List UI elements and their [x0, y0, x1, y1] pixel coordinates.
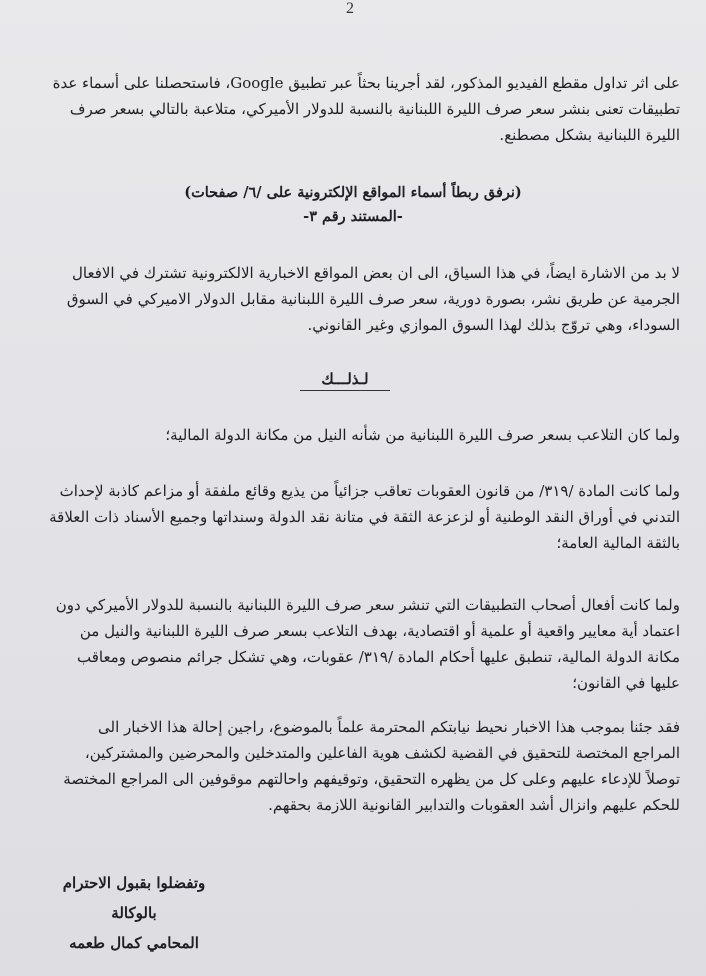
- attachment-note: (نرفق ربطاً أسماء المواقع الإلكترونية على /٦/ صفحات): [184, 184, 522, 201]
- text-line: للحكم عليهم وانزال أشد العقوبات والتدابير القانونية اللازمة بحقهم.: [268, 796, 680, 814]
- text-line: لا بد من الاشارة ايضاً، في هذا السياق، الى ان بعض المواقع الاخبارية الالكترونية تشترك في الافعال: [72, 264, 680, 282]
- text-line: ولما كان التلاعب بسعر صرف الليرة اللبنانية من شأنه النيل من مكانة الدولة المالية؛: [165, 426, 680, 444]
- paragraph-article-319: [18, 478, 680, 556]
- page-number: 2: [346, 0, 354, 17]
- text-line: اعتماد أية معايير واقعية أو علمية أو اقتصادية، بهدف التلاعب بسعر صرف الليرة اللبنانية والنيل من: [79, 622, 680, 640]
- text-line: الليرة اللبنانية بشكل مصطنع.: [499, 126, 680, 144]
- by-proxy-line: بالوكالة: [111, 904, 157, 922]
- text-line: بالثقة المالية العامة؛: [556, 534, 680, 552]
- paragraph-request: [18, 714, 680, 818]
- paragraph-news-sites: [18, 260, 680, 338]
- section-heading: لـذلـــك: [300, 368, 390, 391]
- document-reference: -المستند رقم ٣-: [303, 208, 403, 225]
- paragraph-manipulation: [18, 422, 680, 448]
- text-line: ولما كانت أفعال أصحاب التطبيقات التي تنشر سعر صرف الليرة اللبنانية بالنسبة للدولار الأميركي دون: [55, 596, 680, 614]
- text-line: على اثر تداول مقطع الفيديو المذكور، لقد أجرينا بحثاً عبر تطبيق Google، فاستحصلنا على أسماء عدة: [52, 74, 680, 92]
- text-line: توصلاً للإدعاء عليهم وعلى كل من يظهره التحقيق، وتوقيفهم واحالتهم موقوفين الى المراجع المختصة: [63, 770, 680, 788]
- text-line: مكانة الدولة المالية، تنطبق عليها أحكام المادة /٣١٩/ عقوبات، وهي تشكل جرائم منصوص ومعاقب: [76, 648, 680, 666]
- text-line: فقد جئنا بموجب هذا الاخبار نحيط نيابتكم المحترمة علماً بالموضوع، راجين إحالة هذا الاخبار الى: [98, 718, 680, 736]
- text-line: الجرمية عن طريق نشر، بصورة دورية، سعر صرف الليرة اللبنانية مقابل الدولار الاميركي في السوق: [66, 290, 680, 308]
- signatory-name: المحامي كمال طعمه: [69, 934, 199, 952]
- closing-line: وتفضلوا بقبول الاحترام: [62, 874, 206, 892]
- text-line: ولما كانت المادة /٣١٩/ من قانون العقوبات تعاقب جزائياً من يذيع وقائع ملفقة أو مزاعم كاذبة لإحداث: [59, 482, 680, 500]
- text-line: المراجع المختصة للتحقيق في القضية لكشف هوية الفاعلين والمتدخلين والمحرضين والمشتركين،: [84, 744, 680, 762]
- text-line: السوداء، وهي تروّج بذلك لهذا السوق الموازي وغير القانوني.: [307, 316, 680, 334]
- paragraph-app-owners: [18, 592, 680, 696]
- text-line: عليها في القانون؛: [572, 674, 680, 692]
- text-line: تطبيقات تعنى بنشر سعر صرف الليرة اللبنانية بالنسبة للدولار الأميركي، متلاعبة بالتالي بسعر صرف: [69, 100, 680, 118]
- text-line: التدني في أوراق النقد الوطنية أو لزعزعة الثقة في متانة نقد الدولة وسنداتها وجميع الأسناد ذات العلاقة: [49, 508, 680, 526]
- paragraph-google-search: [18, 70, 680, 148]
